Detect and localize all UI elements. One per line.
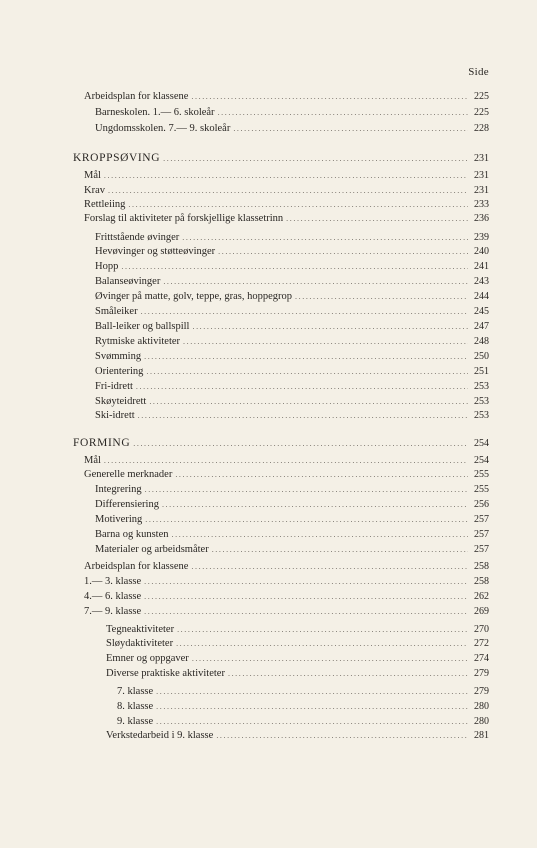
toc-page-number: 255	[474, 469, 489, 480]
toc-page-number: 241	[474, 261, 489, 272]
toc-entry	[95, 260, 489, 273]
toc-entry	[84, 454, 489, 467]
toc-entry	[95, 483, 489, 496]
toc-page-number: 257	[474, 529, 489, 540]
toc-page-number: 254	[474, 438, 489, 449]
toc-page-number: 250	[474, 351, 489, 362]
toc-title: Ball-leiker og ballspill	[95, 321, 190, 332]
toc-title: 7. klasse	[117, 686, 154, 697]
dot-leader	[104, 454, 468, 467]
toc-title: Hopp	[95, 261, 119, 272]
toc-page-number: 269	[474, 606, 489, 617]
toc-title: Hevøvinger og støtteøvinger	[95, 246, 216, 257]
toc-section-heading	[73, 152, 489, 165]
toc-entry	[106, 637, 489, 650]
dot-leader	[286, 212, 468, 225]
toc-page-number: 281	[474, 730, 489, 741]
toc-title: 1.— 3. klasse	[84, 576, 142, 587]
toc-page-number: 228	[474, 123, 489, 134]
toc-page-number: 240	[474, 246, 489, 257]
toc-page-number: 231	[474, 153, 489, 164]
toc-title: FORMING	[73, 437, 131, 449]
toc-entry	[95, 498, 489, 511]
dot-leader	[191, 560, 468, 573]
toc-entry	[95, 122, 489, 135]
toc-entry	[117, 700, 489, 713]
toc-title: Diverse praktiske aktiviteter	[106, 668, 225, 679]
toc-page-number: 253	[474, 410, 489, 421]
toc-page-number: 245	[474, 306, 489, 317]
toc-title: 7.— 9. klasse	[84, 606, 142, 617]
dot-leader	[192, 320, 468, 333]
dot-leader	[191, 90, 468, 103]
toc-entry	[95, 320, 489, 333]
toc-entry	[84, 169, 489, 182]
toc-page-number: 225	[474, 107, 489, 118]
toc-page-number: 253	[474, 396, 489, 407]
dot-leader	[144, 590, 468, 603]
toc-entry	[84, 212, 489, 225]
dot-leader	[218, 106, 468, 119]
toc-entry	[84, 90, 489, 103]
toc-entry	[95, 245, 489, 258]
dot-leader	[144, 605, 468, 618]
toc-title: Rettleiing	[84, 199, 126, 210]
dot-leader	[156, 715, 468, 728]
toc-entry	[106, 652, 489, 665]
toc-entry	[95, 543, 489, 556]
toc-title: Ski-idrett	[95, 410, 135, 421]
toc-title: Tegneaktiviteter	[106, 624, 175, 635]
dot-leader	[172, 528, 469, 541]
toc-entry	[95, 106, 489, 119]
toc-entry	[95, 350, 489, 363]
dot-leader	[149, 395, 468, 408]
toc-page-number: 274	[474, 653, 489, 664]
toc-page-number: 280	[474, 701, 489, 712]
toc-title: 4.— 6. klasse	[84, 591, 142, 602]
toc-title: Arbeidsplan for klassene	[84, 561, 189, 572]
toc-page-number: 279	[474, 668, 489, 679]
toc-title: Barna og kunsten	[95, 529, 169, 540]
dot-leader	[121, 260, 468, 273]
toc-page-number: 270	[474, 624, 489, 635]
toc-entry	[95, 305, 489, 318]
toc-title: Generelle merknader	[84, 469, 173, 480]
dot-leader	[104, 169, 468, 182]
toc-title: Øvinger på matte, golv, teppe, gras, hoppegrop	[95, 291, 293, 302]
toc-entry	[106, 623, 489, 636]
toc-page-number: 262	[474, 591, 489, 602]
toc-title: Barneskolen. 1.— 6. skoleår	[95, 107, 215, 118]
toc-entry	[95, 335, 489, 348]
dot-leader	[233, 122, 468, 135]
toc-page-number: 258	[474, 561, 489, 572]
toc-page-number: 233	[474, 199, 489, 210]
toc-title: Integrering	[95, 484, 142, 495]
dot-leader	[133, 437, 468, 450]
toc-title: Differensiering	[95, 499, 159, 510]
dot-leader	[144, 575, 468, 588]
toc-entry	[117, 685, 489, 698]
toc-title: Mål	[84, 455, 101, 466]
toc-title: Ungdomsskolen. 7.— 9. skoleår	[95, 123, 231, 134]
toc-page-number: 247	[474, 321, 489, 332]
toc-entry	[106, 667, 489, 680]
toc-section-heading	[73, 437, 489, 450]
toc-title: Småleiker	[95, 306, 138, 317]
toc-title: Emner og oppgaver	[106, 653, 189, 664]
toc-page-number: 256	[474, 499, 489, 510]
toc-page-number: 231	[474, 185, 489, 196]
toc-title: Krav	[84, 185, 105, 196]
toc-page-number: 257	[474, 514, 489, 525]
toc-page-number: 225	[474, 91, 489, 102]
dot-leader	[156, 700, 468, 713]
dot-leader	[141, 305, 468, 318]
toc-entry	[95, 290, 489, 303]
toc-title: Fri-idrett	[95, 381, 133, 392]
toc-entry	[84, 468, 489, 481]
toc-page-number: 279	[474, 686, 489, 697]
dot-leader	[128, 198, 468, 211]
toc-entry	[117, 715, 489, 728]
dot-leader	[183, 335, 468, 348]
dot-leader	[177, 623, 468, 636]
toc-entry	[95, 365, 489, 378]
toc-entry	[95, 395, 489, 408]
toc-title: Svømming	[95, 351, 142, 362]
toc-entry	[84, 184, 489, 197]
toc-title: Materialer og arbeidsmåter	[95, 544, 209, 555]
toc-page-number: 280	[474, 716, 489, 727]
dot-leader	[138, 409, 468, 422]
dot-leader	[108, 184, 468, 197]
toc-page-number: 231	[474, 170, 489, 181]
toc-entry	[106, 729, 489, 742]
toc-title: Mål	[84, 170, 101, 181]
toc-entry	[84, 605, 489, 618]
toc-entry	[95, 528, 489, 541]
toc-title: KROPPSØVING	[73, 152, 161, 164]
toc-entry	[84, 560, 489, 573]
toc-page-number: 255	[474, 484, 489, 495]
dot-leader	[216, 729, 468, 742]
dot-leader	[295, 290, 468, 303]
toc-page-number: 236	[474, 213, 489, 224]
toc-title: Rytmiske aktiviteter	[95, 336, 181, 347]
dot-leader	[145, 513, 468, 526]
toc-page-number: 251	[474, 366, 489, 377]
toc-title: 8. klasse	[117, 701, 154, 712]
toc-title: Forslag til aktiviteter på forskjellige klassetrinn	[84, 213, 284, 224]
dot-leader	[156, 685, 468, 698]
dot-leader	[175, 468, 468, 481]
toc-page-number: 257	[474, 544, 489, 555]
toc-page-number: 248	[474, 336, 489, 347]
dot-leader	[162, 498, 468, 511]
toc-page-number: 244	[474, 291, 489, 302]
toc-entry	[84, 590, 489, 603]
toc-title: Balanseøvinger	[95, 276, 161, 287]
toc-entry	[84, 575, 489, 588]
dot-leader	[228, 667, 468, 680]
toc-title: Frittstående øvinger	[95, 232, 180, 243]
toc-page-number: 254	[474, 455, 489, 466]
dot-leader	[163, 152, 468, 165]
toc-entry	[95, 231, 489, 244]
dot-leader	[176, 637, 468, 650]
dot-leader	[182, 231, 468, 244]
toc-entry	[95, 380, 489, 393]
toc-title: Skøyteidrett	[95, 396, 147, 407]
toc-entry	[95, 513, 489, 526]
dot-leader	[163, 275, 468, 288]
toc-page-number: 243	[474, 276, 489, 287]
toc-title: Verkstedarbeid i 9. klasse	[106, 730, 214, 741]
toc-title: Orientering	[95, 366, 144, 377]
toc-page-number: 272	[474, 638, 489, 649]
toc-page-number: 258	[474, 576, 489, 587]
toc-title: Arbeidsplan for klassene	[84, 91, 189, 102]
toc-entry	[95, 275, 489, 288]
dot-leader	[146, 365, 468, 378]
toc-title: Motivering	[95, 514, 143, 525]
toc-page-number: 239	[474, 232, 489, 243]
page-column-label: Side	[468, 66, 489, 78]
dot-leader	[192, 652, 468, 665]
toc-entry	[84, 198, 489, 211]
toc-entry	[95, 409, 489, 422]
toc-page-number: 253	[474, 381, 489, 392]
dot-leader	[212, 543, 468, 556]
dot-leader	[145, 483, 468, 496]
dot-leader	[218, 245, 468, 258]
toc-title: 9. klasse	[117, 716, 154, 727]
dot-leader	[136, 380, 468, 393]
toc-title: Sløydaktiviteter	[106, 638, 174, 649]
dot-leader	[144, 350, 468, 363]
